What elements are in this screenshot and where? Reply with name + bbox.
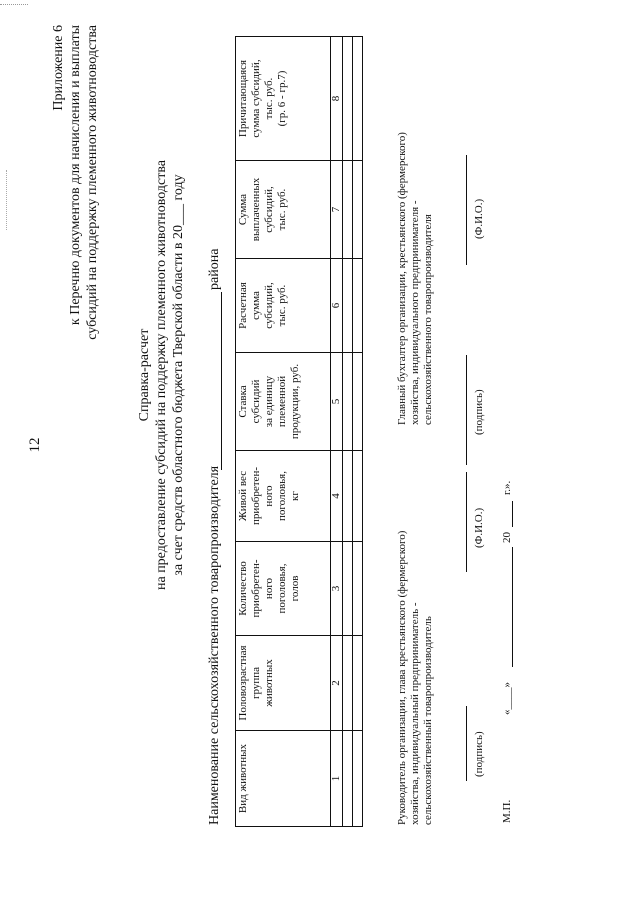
column-number: 4 <box>331 451 343 542</box>
table-cell[interactable] <box>353 37 363 161</box>
accountant-signature-text: Главный бухгалтер организации, крестьянского (фермерского) хозяйства, индивидуального предпринимателя - сельскохозяйственного товаропроизводителя <box>396 132 434 425</box>
table-cell[interactable] <box>343 636 353 731</box>
stamp-label: М.П. <box>501 799 513 823</box>
appendix-header <box>50 25 101 625</box>
date-year-line[interactable] <box>512 501 513 527</box>
table-header-cell: Вид животных <box>236 731 331 827</box>
producer-label: Наименование сельскохозяйственного товаропроизводителя <box>207 465 222 825</box>
table-cell[interactable] <box>343 161 353 259</box>
column-number: 3 <box>331 542 343 636</box>
head-name-line[interactable] <box>466 472 467 572</box>
column-number: 5 <box>331 353 343 451</box>
title-line: Справка-расчет <box>137 328 152 422</box>
column-number: 6 <box>331 259 343 353</box>
head-signature-text: Руководитель организации, глава крестьянского (фермерского) хозяйства, индивидуальный предприниматель - сельскохозяйственный товаропроизводитель <box>396 530 434 825</box>
table-header-row <box>236 37 331 827</box>
column-number: 8 <box>331 37 343 161</box>
table-header-cell: Половозрастная группа животных <box>236 636 331 731</box>
table-cell[interactable] <box>353 636 363 731</box>
table-cell[interactable] <box>343 353 353 451</box>
table-header-cell: Причитающаяся сумма субсидий, тыс. руб. (гр. 6 - гр.7) <box>236 37 331 161</box>
column-number: 1 <box>331 731 343 827</box>
table-cell[interactable] <box>353 353 363 451</box>
title-line: на предоставление субсидий на поддержку племенного животноводства <box>154 160 169 591</box>
column-number: 7 <box>331 161 343 259</box>
table-header-cell: Количество приобретен- ного поголовья, голов <box>236 542 331 636</box>
appendix-line: к Перечню документов для начисления и выплаты <box>68 25 83 326</box>
subsidy-table <box>235 36 363 827</box>
table-cell[interactable] <box>353 161 363 259</box>
table-row <box>343 37 353 827</box>
producer-name-line[interactable] <box>221 292 222 470</box>
accountant-name-line[interactable] <box>466 155 467 265</box>
date-suffix: г.». <box>501 480 513 495</box>
page-number: 12 <box>27 437 43 453</box>
table-header-cell: Ставка субсидий за единицу племенной продукции, руб. <box>236 353 331 451</box>
table-number-row <box>331 37 343 827</box>
table-cell[interactable] <box>343 542 353 636</box>
name-caption: (Ф.И.О.) <box>473 507 485 548</box>
table-header-cell: Расчетная сумма субсидий, тыс. руб. <box>236 259 331 353</box>
district-label: района <box>207 248 222 290</box>
table-cell[interactable] <box>343 451 353 542</box>
title-line: за счет средств областного бюджета Тверской области в 20___ году <box>171 174 186 576</box>
date-day: «____» <box>501 682 513 715</box>
appendix-line: Приложение 6 <box>51 25 66 111</box>
column-number: 2 <box>331 636 343 731</box>
table-cell[interactable] <box>353 731 363 827</box>
date-month-line[interactable] <box>512 547 513 667</box>
accountant-signature-line[interactable] <box>466 355 467 465</box>
appendix-line: субсидий на поддержку племенного животноводства <box>85 25 100 340</box>
table-header-cell: Сумма выплаченных субсидий, тыс. руб. <box>236 161 331 259</box>
document-title <box>136 95 187 655</box>
table-cell[interactable] <box>353 259 363 353</box>
table-header-cell: Живой вес приобретен- ного поголовья, кг <box>236 451 331 542</box>
signature-caption: (подпись) <box>473 731 485 777</box>
table-cell[interactable] <box>343 731 353 827</box>
signature-caption: (подпись) <box>473 389 485 435</box>
head-signature-line[interactable] <box>466 706 467 781</box>
table-cell[interactable] <box>353 451 363 542</box>
table-row <box>353 37 363 827</box>
date-year: 20 <box>501 532 513 543</box>
table-cell[interactable] <box>353 542 363 636</box>
table-cell[interactable] <box>343 37 353 161</box>
name-caption: (Ф.И.О.) <box>473 198 485 239</box>
table-cell[interactable] <box>343 259 353 353</box>
